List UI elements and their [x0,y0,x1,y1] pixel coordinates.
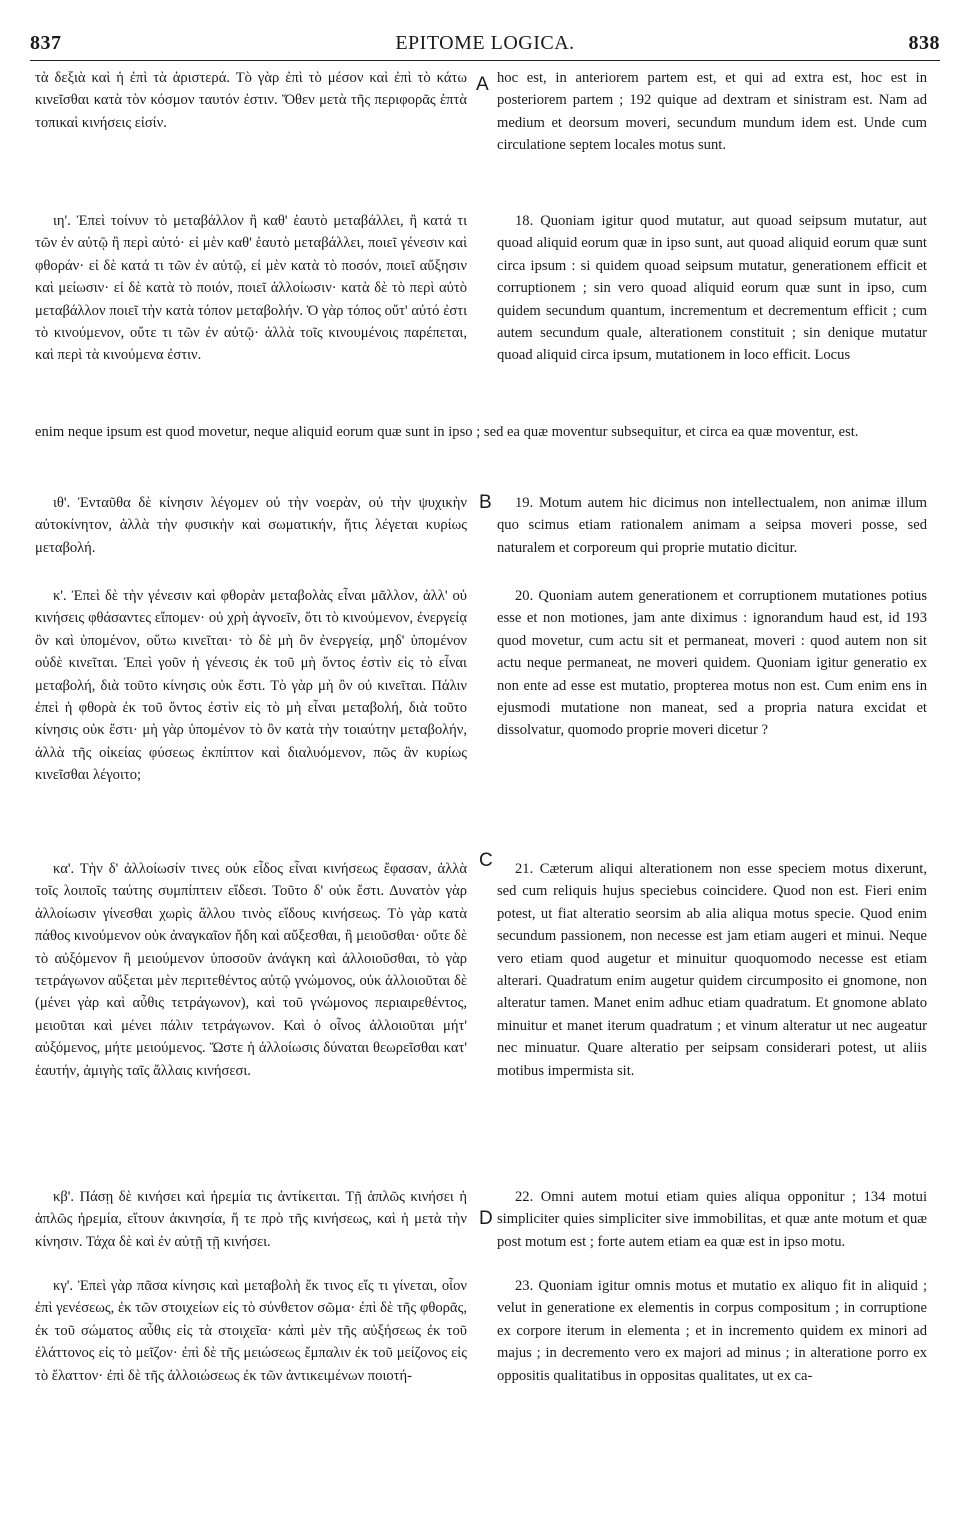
latin-full-width-continuation [35,421,927,443]
latin-text: hoc est, in anteriorem partem est, et qui ad extra est, hoc est in posteriorem partem ; 192 quique ad dextram et sinistram est. Nam ad medium et deorsum moveri, secundum mundum idem est. Unde cum circulatione septem locales motus sunt. [497,70,927,154]
latin-text: 20. Quoniam autem generationem et corruptionem mutationes potius esse et non motiones, jam ante diximus : ignorandum haud est, id 193 quod movetur, cum actu sit et permaneat, moveri : quod autem non sit actu neque permaneat, ne moveri quidem. Quoniam igitur generatio ex non ente ad esse est mutatio, propterea motus non est. Cum enim ens in ejusmodi mutatione non maneat, sed a propria natura excidat et dissolvatur, quomodo proprie moveri dicetur ? [497,588,927,739]
latin-paragraph-0 [497,67,927,157]
margin-letter-c: C [479,850,493,871]
greek-text: ιη'. Ἐπεὶ τοίνυν τὸ μεταβάλλον ἢ καθ' ἑαυτὸ μεταβάλλει, ἢ κατά τι τῶν ἐν αὐτῷ ἢ περὶ αὐτό· εἰ μὲν καθ' ἑαυτὸ μεταβάλλει, ποιεῖ γένεσιν καὶ φθοράν· εἰ δὲ κατά τι τῶν ἐν αὐτῷ, εἰ μὲν κατὰ τὸ ποσόν, ποιεῖ αὔξησιν καὶ μείωσιν· εἰ δὲ κατὰ τὸ ποιόν, ποιεῖ ἀλλοίωσιν· κατὰ δὲ τὸ περὶ αὐτὸ μεταβάλλον ποιεῖ τὴν κατὰ τόπον μεταβολήν. Ὁ γὰρ τόπος οὔτ' αὐτό ἐστι τὸ κινούμενον, οὔτε τι τῶν ἐν αὐτῷ· ἀλλὰ τοῖς κινουμένοις παρέπεται, καὶ περὶ τὰ κινούμενα ἐστιν. [35,213,467,364]
header-rule [30,60,940,61]
greek-paragraph-23 [35,1275,467,1387]
right-page-number: 838 [908,32,940,54]
greek-paragraph-19 [35,492,467,559]
latin-text: 19. Motum autem hic dicimus non intellectualem, non animæ illum quo scimus etiam rationalem animam a seipsa moveri posse, sed naturalem et corporeum qui proprie mutatio dicitur. [497,495,927,556]
latin-paragraph-18 [497,210,927,367]
latin-text: 18. Quoniam igitur quod mutatur, aut quoad seipsum mutatur, aut quoad aliquid eorum quæ in ipso sunt, aut quoad aliquid eorum quæ sunt circa ipsum : si quidem quoad seipsum mutatur, generationem efficit et corruptionem ; sin vero quoad aliquid eorum quæ sunt in ipso, cum quidem secundum quantum, incrementum et decrementum efficit ; cum autem secundum quale, alterationem constituit ; sin denique mutatur quoad aliquid circa ipsum, mutationem in loco efficit. Locus [497,213,927,364]
margin-letter-a: A [476,74,489,95]
greek-paragraph-21 [35,858,467,1082]
latin-paragraph-19 [497,492,927,559]
latin-paragraph-22 [497,1186,927,1253]
latin-text: 23. Quoniam igitur omnis motus et mutatio ex aliquo fit in aliquid ; velut in generatione ex elementis in corpus compositum ; in corruptione ex corpore iterum in elementa ; et in incremento quidem ex minori ad majus ; in decremento vero ex majori ad minus ; in alteratione porro ex oppositis qualitatibus in oppositas qualitates, ut ex ca- [497,1278,927,1384]
greek-text: κ'. Ἐπεὶ δὲ τὴν γένεσιν καὶ φθορὰν μεταβολὰς εἶναι μᾶλλον, ἀλλ' οὐ κινήσεις φθάσαντες εἴπομεν· οὐ χρὴ ἀγνοεῖν, ὅτι τὸ κινούμενον, ἐνεργείᾳ ὂν καὶ ὑπομένον, οὕτω κινεῖται· τὸ δὲ μὴ ὂν ἐνεργείᾳ, μηδ' ὑπομένον οὐδὲ κινεῖται. Ἐπεὶ γοῦν ἡ γένεσις ἐκ τοῦ μὴ ὄντος ἐστὶν εἰς τὸ εἶναι μεταβολή, διὰ τοῦτο κίνησις οὐκ ἔστι. Τὸ γὰρ μὴ ὂν οὐ κινεῖται. Πάλιν ἐπεὶ ἡ φθορὰ ἐκ τοῦ ὄντος ἐστὶν εἰς τὸ μὴ εἶναι μεταβολή, διὰ τοῦτο κίνησις οὐκ ἔστι· μὴ γὰρ ὑπομένον τὸ ὂν κατὰ τὴν τοιαύτην μεταβολήν, ἀλλὰ τῆς οἰκείας φύσεως ἐκπίπτον καὶ διαλυόμενον, πῶς ἂν κυρίως κινεῖσθαι λέγοιτο; [35,588,467,784]
greek-text: κβ'. Πάσῃ δὲ κινήσει καὶ ἠρεμία τις ἀντίκειται. Τῇ ἁπλῶς κινήσει ἡ ἁπλῶς ἠρεμία, εἴτουν ἀκινησία, ἥ τε πρὸ τῆς κινήσεως, καὶ ἡ μετὰ τὴν κίνησιν. Τάχα δὲ καὶ ἐν αὐτῇ τῇ κινήσει. [35,1189,467,1250]
greek-text: τὰ δεξιὰ καὶ ἡ ἐπὶ τὰ ἀριστερά. Τὸ γὰρ ἐπὶ τὸ μέσον καὶ ἐπὶ τὸ κάτω κινεῖσθαι κατὰ τὸν κόσμον ταυτόν ἐστιν. Ὅθεν μετὰ τῆς περιφορᾶς ἑπτὰ τοπικαὶ κινήσεις εἰσίν. [35,70,467,131]
latin-paragraph-23 [497,1275,927,1387]
greek-text: κγ'. Ἐπεὶ γὰρ πᾶσα κίνησις καὶ μεταβολὴ ἔκ τινος εἴς τι γίνεται, οἷον ἐπὶ γενέσεως, ἐκ τῶν στοιχείων εἰς τὸ σύνθετον σῶμα· ἐπὶ δὲ τῆς φθορᾶς, ἐκ τοῦ σώματος αὖθις εἰς τὰ στοιχεῖα· κἀπὶ μὲν τῆς αὐξήσεως ἐκ τοῦ ἐλάττονος εἰς τὸ μεῖζον· ἐπὶ δὲ τῆς μειώσεως ἔμπαλιν ἐκ τοῦ μείζονος εἰς τὸ ἔλαττον· ἐπὶ δὲ τῆς ἀλλοιώσεως ἐκ τῶν ἀντικειμένων ποιοτή- [35,1278,467,1384]
greek-text: κα'. Τὴν δ' ἀλλοίωσίν τινες οὐκ εἶδος εἶναι κινήσεως ἔφασαν, ἀλλὰ τοῖς λοιποῖς ταύτης συμπίπτειν εἴδεσι. Τοῦτο δ' οὐκ ἔστι. Δυνατὸν γὰρ ἀλλοίωσιν γίνεσθαι χωρὶς ἄλλου τινὸς εἴδους κινήσεως. Τὸ γὰρ κατὰ πάθος κινούμενον οὐκ ἀναγκαῖον ἤδη καὶ αὔξεσθαι, ἢ μειοῦσθαι· οὔτε δὲ τὸ αὐξόμενον ἢ μειούμενον ὑποσοῦν ἀνάγκη καὶ ἀλλοιοῦσθαι, τὸ γὰρ τετράγωνον αὔξεται μὲν περιτεθέντος αὐτῷ γνώμονος, οὐκ ἀλλοιοῦται δὲ (μένει γὰρ καὶ αὖθις τετράγωνον), καὶ τοῦ γνώμονος περιαιρεθέντος, μειοῦται καὶ μένει πάλιν τετράγωνον. Καὶ ὁ οἶνος ἀλλοιοῦται μήτ' αὐξόμενος, μήτε μειούμενος. Ὥστε ἡ ἀλλοίωσις δύναται θεωρεῖσθαι κατ' ἑαυτήν, ἀμιγὴς ταῖς ἄλλαις κινήσεσι. [35,861,467,1079]
margin-letter-b: B [479,492,492,513]
page-header [30,32,940,58]
latin-text: enim neque ipsum est quod movetur, neque aliquid eorum quæ sunt in ipso ; sed ea quæ moventur subsequitur, et circa ea quæ moventur, est. [35,424,859,440]
greek-paragraph-22 [35,1186,467,1253]
latin-text: 21. Cæterum aliqui alterationem non esse speciem motus dixerunt, sed cum reliquis hujus speciebus coincidere. Quod non est. Fieri enim potest, ut fiat alteratio seorsim ab alia aliqua motus specie. Quod enim secundum passionem, non necesse est jam etiam augeri et minui. Neque vero etiam quod augetur et minuitur quoquomodo necesse est etiam alterari. Quadratum enim augetur quidem circumposito ei gnomone, non alteratur tamen. Manet enim adhuc etiam quadratum. Et gnomone ablato minuitur et manet iterum quadratum ; et vinum alteratur ut nec augeatur nec minuatur. Quare alteratio per seipsam considerari potest, ut aliis motibus impermista sit. [497,861,927,1079]
latin-paragraph-21 [497,858,927,1082]
latin-text: 22. Omni autem motui etiam quies aliqua opponitur ; 134 motui simpliciter quies simpliciter sive immobilitas, et quæ ante motum et quæ post motum est ; forte autem etiam ea quæ est in ipso motu. [497,1189,927,1250]
margin-letter-d: D [479,1208,493,1229]
greek-text: ιθ'. Ἐνταῦθα δὲ κίνησιν λέγομεν οὐ τὴν νοερὰν, οὐ τὴν ψυχικὴν αὐτοκίνητον, ἀλλὰ τὴν φυσικὴν καὶ σωματικήν, ἥτις λέγεται κυρίως μεταβολή. [35,495,467,556]
greek-paragraph-18 [35,210,467,367]
left-page-number: 837 [30,32,62,54]
greek-paragraph-0 [35,67,467,134]
greek-paragraph-20 [35,585,467,787]
running-title: EPITOME LOGICA. [395,32,575,54]
latin-paragraph-20 [497,585,927,742]
